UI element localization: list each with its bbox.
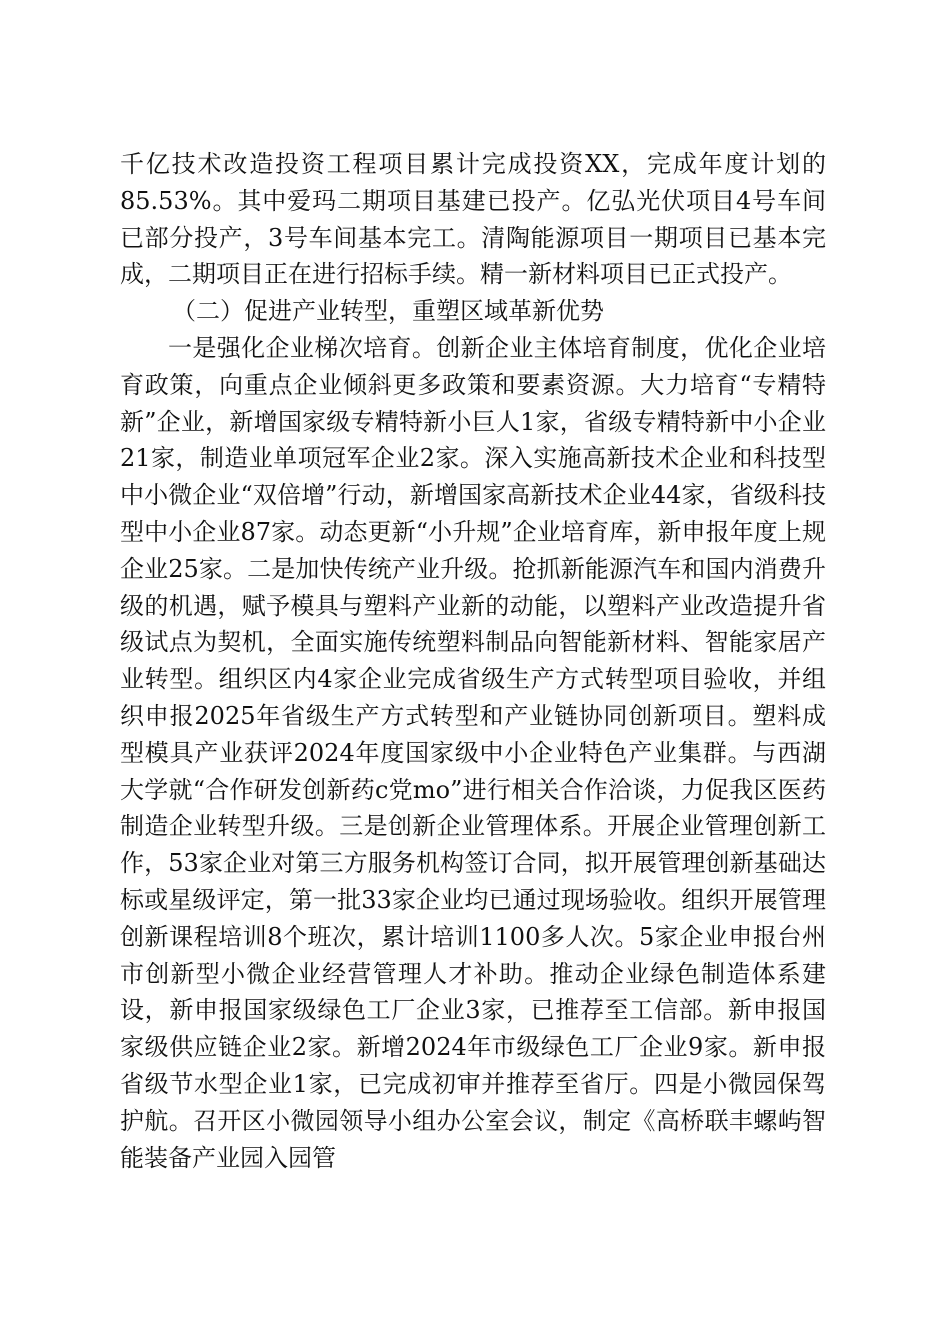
document-body (120, 146, 826, 1176)
section-heading-industry-transformation: （二）促进产业转型，重塑区域革新优势 (172, 297, 604, 326)
paragraph-investment-progress: 千亿技术改造投资工程项目累计完成投资XX，完成年度计划的85.53%。其中爱玛二期项目基建已投产。亿弘光伏项目4号车间已部分投产，3号车间基本完工。清陶能源项目一期项目已基本完成，二期项目正在进行招标手续。精一新材料项目已正式投产。 (120, 150, 826, 289)
paragraph-enterprise-cultivation: 一是强化企业梯次培育。创新企业主体培育制度，优化企业培育政策，向重点企业倾斜更多政策和要素资源。大力培育“专精特新”企业，新增国家级专精特新小巨人1家，省级专精特新中小企业21家，制造业单项冠军企业2家。深入实施高新技术企业和科技型中小微企业“双倍增”行动，新增国家高新技术企业44家，省级科技型中小企业87家。动态更新“小升规”企业培育库，新申报年度上规企业25家。二是加快传统产业升级。抢抓新能源汽车和国内消费升级的机遇，赋予模具与塑料产业新的动能，以塑料产业改造提升省级试点为契机，全面实施传统塑料制品向智能新材料、智能家居产业转型。组织区内4家企业完成省级生产方式转型项目验收，并组织申报2025年省级生产方式转型和产业链协同创新项目。塑料成型模具产业获评2024年度国家级中小企业特色产业集群。与西湖大学就“合作研发创新药c党mo”进行相关合作洽谈，力促我区医药制造企业转型升级。三是创新企业管理体系。开展企业管理创新工作，53家企业对第三方服务机构签订合同，拟开展管理创新基础达标或星级评定，第一批33家企业均已通过现场验收。组织开展管理创新课程培训8个班次，累计培训1100多人次。5家企业申报台州市创新型小微企业经营管理人才补助。推动企业绿色制造体系建设，新申报国家级绿色工厂企业3家，已推荐至工信部。新申报国家级供应链企业2家。新增2024年市级绿色工厂企业9家。新申报省级节水型企业1家，已完成初审并推荐至省厅。四是小微园保驾护航。召开区小微园领导小组办公室会议，制定《高桥联丰螺屿智能装备产业园入园管 (120, 333, 826, 1172)
